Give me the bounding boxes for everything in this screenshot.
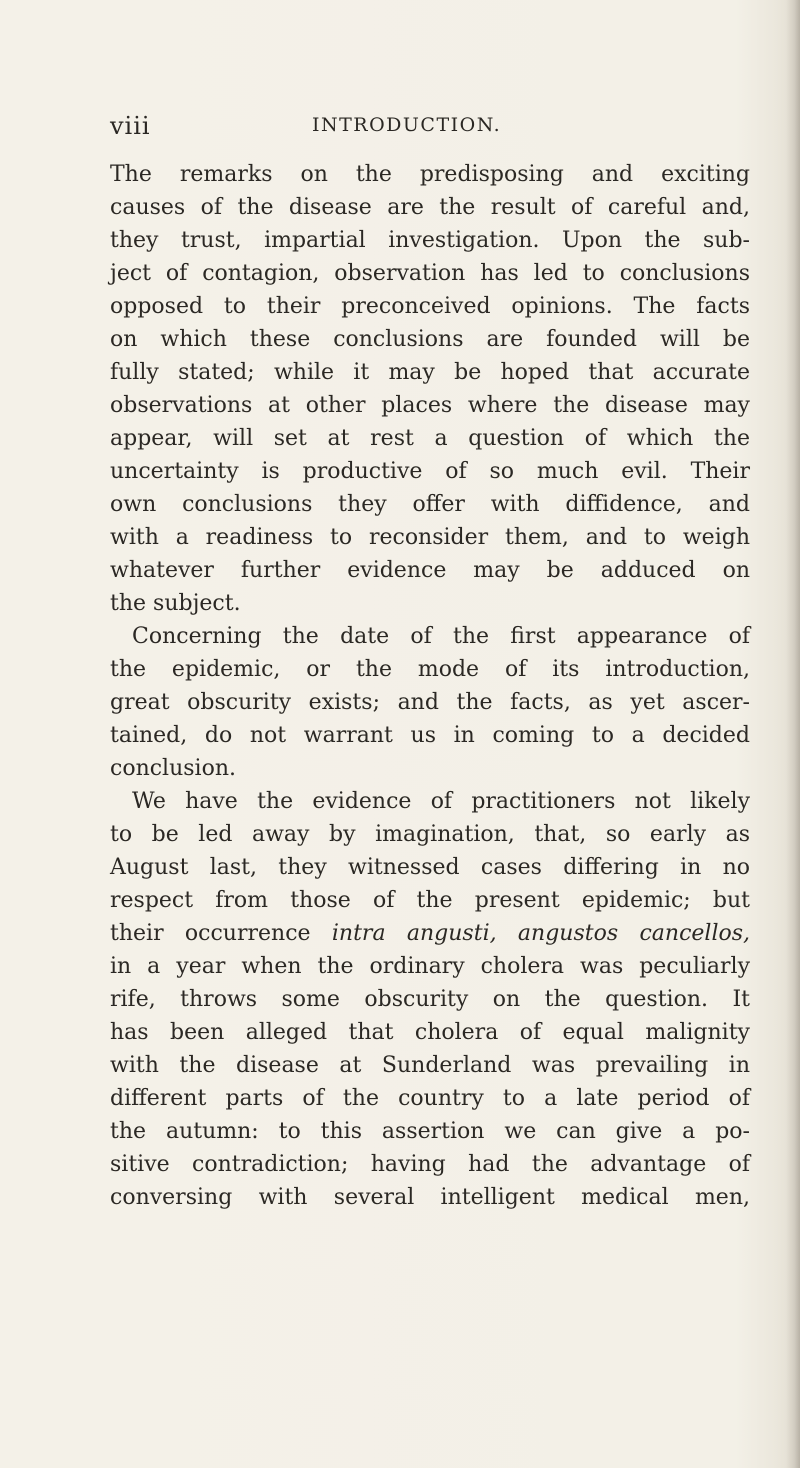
text-line: rife, throws some obscurity on the question. It	[110, 987, 750, 1012]
text-line: great obscurity exists; and the facts, as yet ascer-	[110, 690, 750, 715]
page-number: viii	[110, 112, 151, 140]
text-line: conversing with several intelligent medical men,	[110, 1185, 750, 1210]
text-line: with a readiness to reconsider them, and to weigh	[110, 525, 750, 550]
text-line: opposed to their preconceived opinions. The facts	[110, 294, 750, 319]
text-line: to be led away by imagination, that, so early as	[110, 822, 750, 847]
text-line: appear, will set at rest a question of which the	[110, 426, 750, 451]
text-line: respect from those of the present epidemic; but	[110, 888, 750, 913]
text-line: they trust, impartial investigation. Upon the sub-	[110, 228, 750, 253]
running-head: INTRODUCTION.	[312, 114, 502, 136]
text-line: conclusion.	[110, 756, 236, 781]
text-line: whatever further evidence may be adduced on	[110, 558, 750, 583]
text-line: tained, do not warrant us in coming to a decided	[110, 723, 750, 748]
text-line: with the disease at Sunderland was prevailing in	[110, 1053, 750, 1078]
latin-phrase: intra angusti, angustos cancellos,	[331, 921, 751, 946]
text-line: the epidemic, or the mode of its introduction,	[110, 657, 750, 682]
text-line: uncertainty is productive of so much evil. Their	[110, 459, 750, 484]
text-line: in a year when the ordinary cholera was peculiarly	[110, 954, 750, 979]
text-line-mixed	[110, 917, 750, 950]
text-line: own conclusions they offer with diffidence, and	[110, 492, 750, 517]
text-line: The remarks on the predisposing and exciting	[110, 162, 750, 187]
text-segment: their occurrence	[110, 921, 311, 946]
text-line: has been alleged that cholera of equal malignity	[110, 1020, 750, 1045]
text-line: August last, they witnessed cases differing in no	[110, 855, 750, 880]
text-line: fully stated; while it may be hoped that accurate	[110, 360, 750, 385]
text-line: the subject.	[110, 591, 241, 616]
text-line: observations at other places where the disease may	[110, 393, 750, 418]
text-line: different parts of the country to a late period of	[110, 1086, 750, 1111]
text-line: on which these conclusions are founded will be	[110, 327, 750, 352]
text-line: ject of contagion, observation has led to conclusions	[110, 261, 750, 286]
text-line: Concerning the date of the first appearance of	[132, 624, 750, 649]
page-header	[110, 112, 750, 142]
text-line: We have the evidence of practitioners not likely	[132, 789, 750, 814]
body-text	[110, 158, 750, 1214]
text-line: causes of the disease are the result of careful and,	[110, 195, 750, 220]
page-edge-shadow	[786, 0, 800, 1468]
text-line: sitive contradiction; having had the advantage of	[110, 1152, 750, 1177]
text-line: the autumn: to this assertion we can give a po-	[110, 1119, 750, 1144]
